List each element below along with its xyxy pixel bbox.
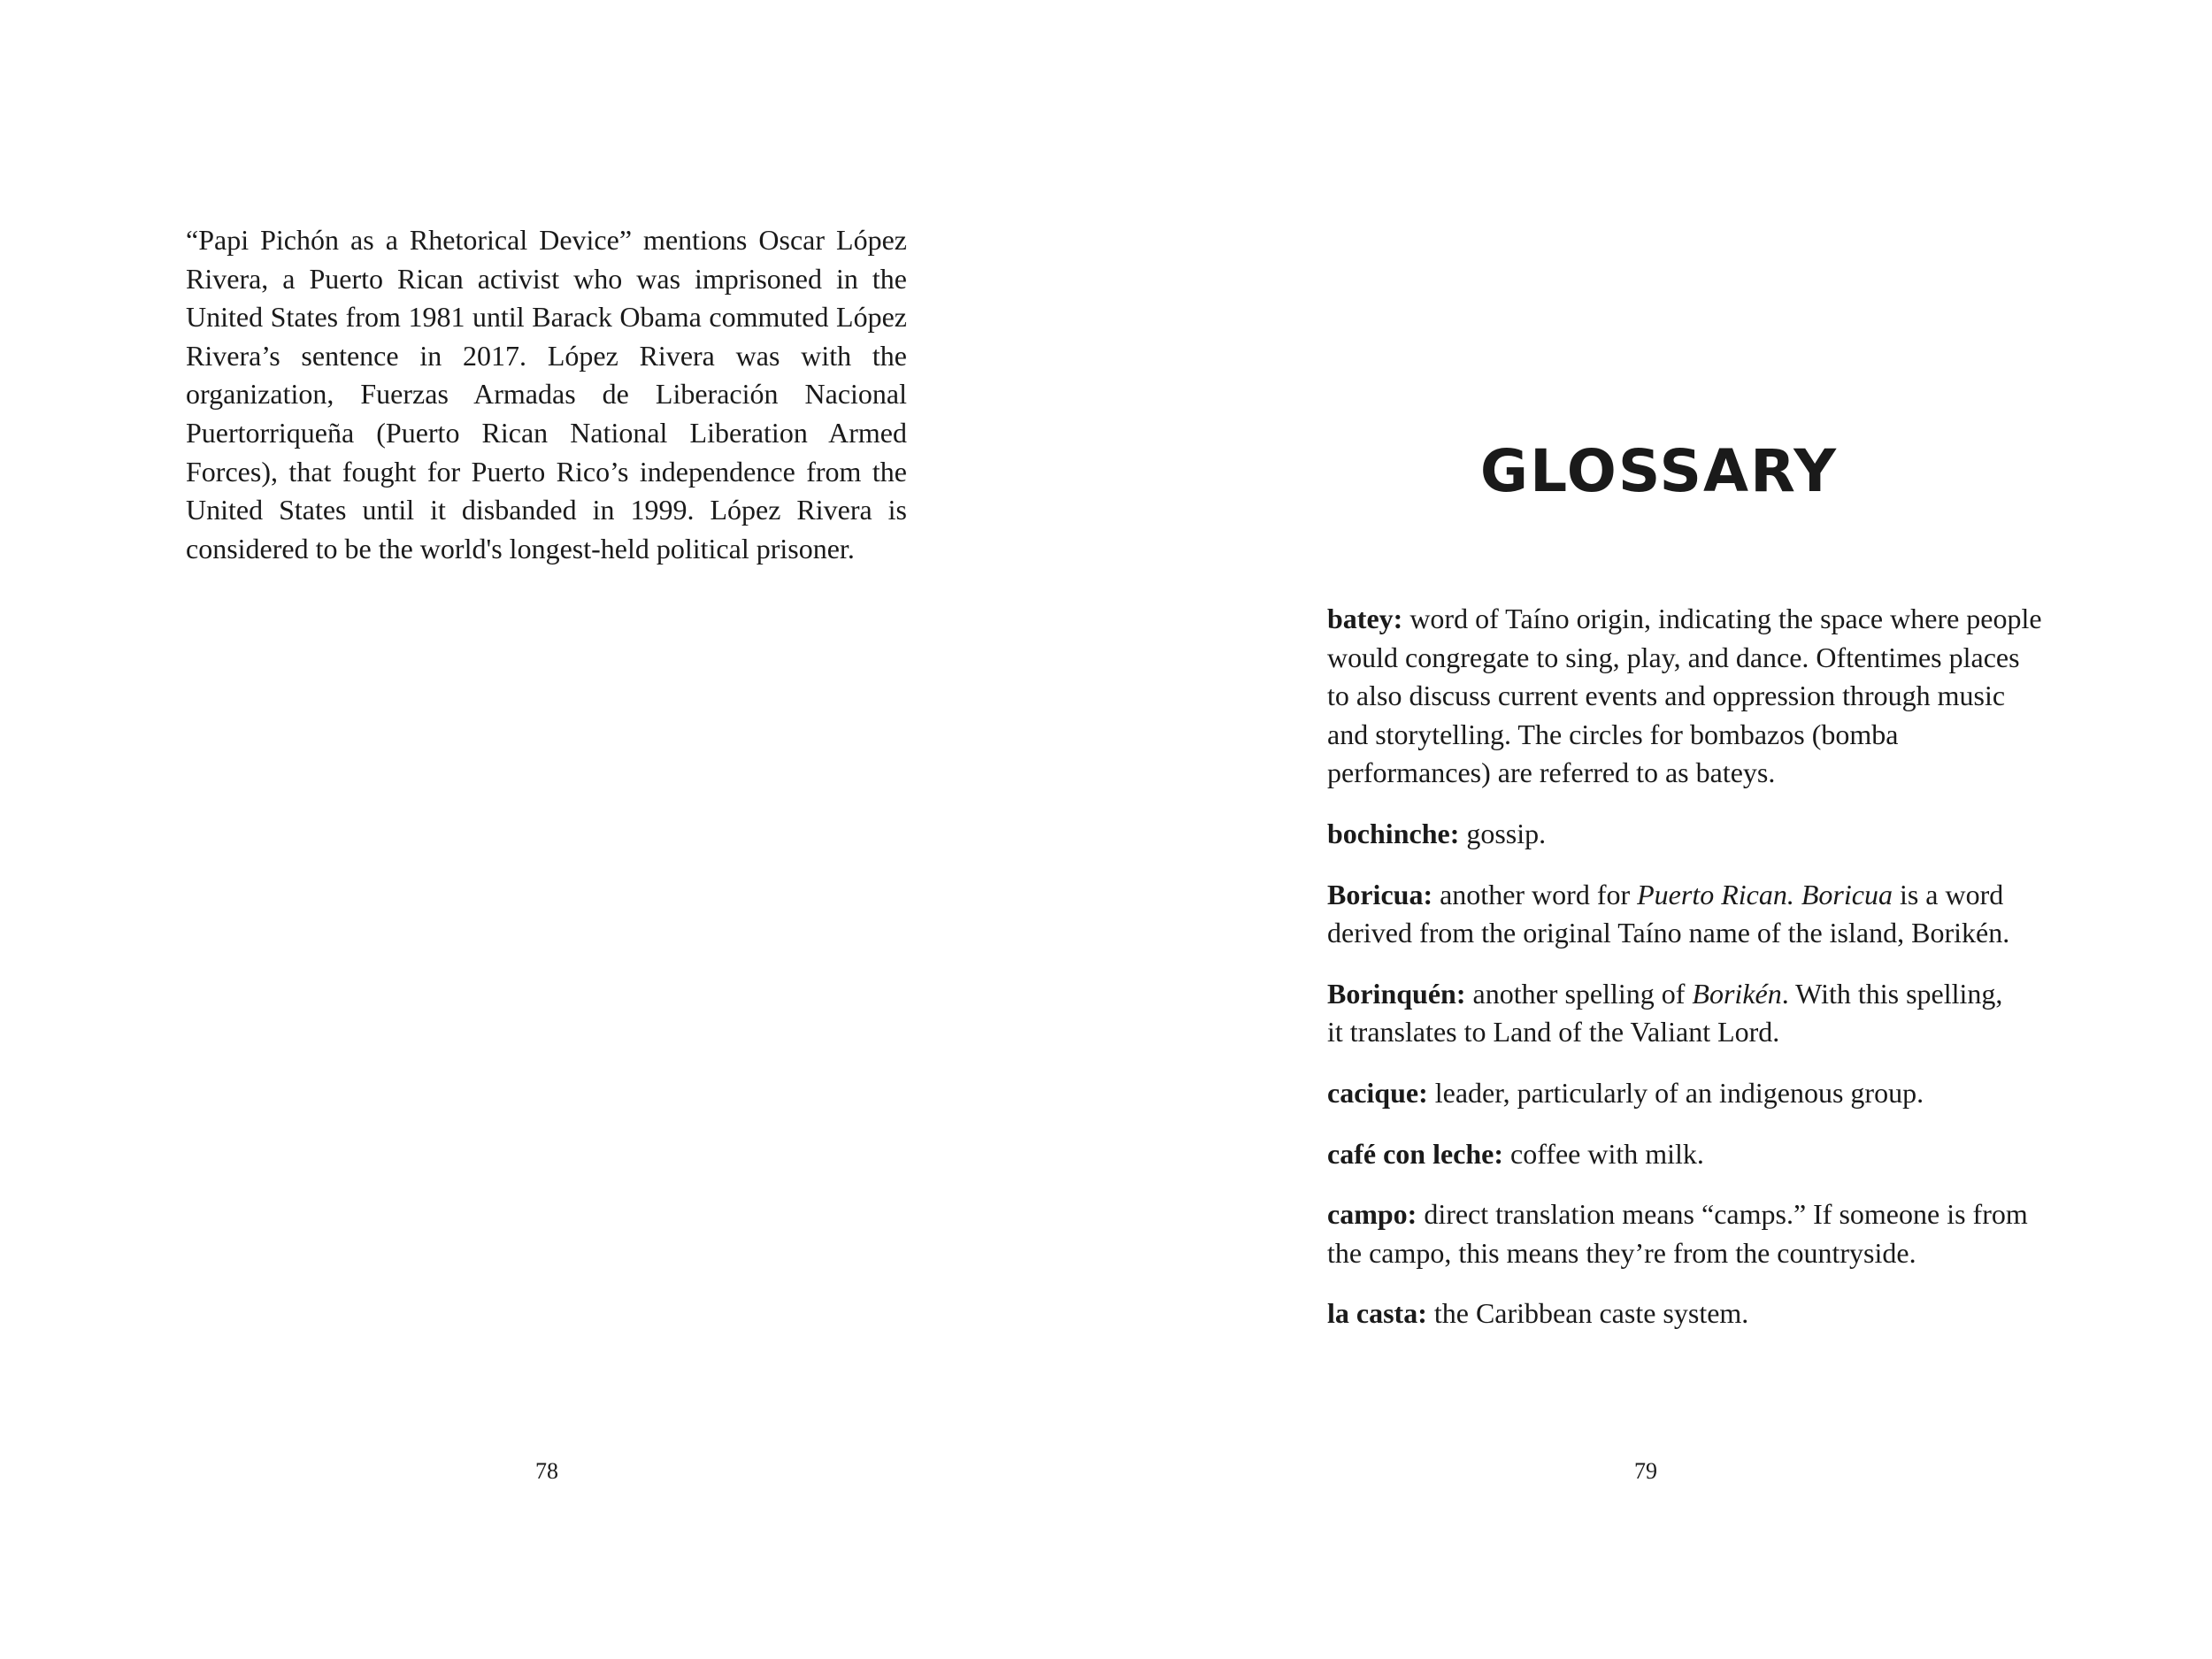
glossary-title: GLOSSARY	[1479, 437, 1839, 505]
glossary-entry-boricua	[1327, 876, 2048, 953]
glossary-entry-la-casta	[1327, 1294, 2048, 1333]
glossary-definition: direct translation means “camps.” If someone is from the campo, this means they’re from the countryside.	[1327, 1198, 2028, 1269]
glossary-definition-part: another word for	[1432, 878, 1638, 910]
glossary-term: Boricua:	[1327, 878, 1433, 910]
page-number-left: 78	[535, 1458, 558, 1484]
glossary-definition-italic: Boricua	[1801, 878, 1893, 910]
glossary-term: cacique:	[1327, 1076, 1428, 1109]
note-paragraph: “Papi Pichón as a Rhetorical Device” mentions Oscar López Rivera, a Puerto Rican activist who was imprisoned in the United States from 1981 until Barack Obama commuted López Rivera’s sentence in 2017. López Rivera was with the organization, Fuerzas Armadas de Liberación Nacional Puertorriqueña (Puerto Rican National Liberation Armed Forces), that fought for Puerto Rico’s independence from the United States until it disbanded in 1999. López Rivera is considered to be the world's longest-held political prisoner.	[186, 224, 907, 565]
glossary-definition: the Caribbean caste system.	[1426, 1297, 1749, 1330]
page-number-right: 79	[1634, 1458, 1657, 1484]
glossary-definition: coffee with milk.	[1503, 1137, 1704, 1170]
glossary-term: café con leche:	[1327, 1137, 1504, 1170]
glossary-entry-cafe-con-leche	[1327, 1135, 2048, 1174]
glossary-term: campo:	[1327, 1198, 1417, 1231]
glossary-entry-borinquen	[1327, 975, 2048, 1052]
glossary-definition-part: is a word derived from the original Taíno name of the island, Borikén.	[1327, 878, 2010, 949]
glossary-definition: gossip.	[1459, 817, 1547, 849]
glossary-definition-italic: Puerto Rican.	[1637, 878, 1794, 910]
glossary-entry-cacique	[1327, 1074, 2048, 1113]
glossary-definition-part: another spelling of	[1465, 977, 1693, 1010]
glossary-term: Borinquén:	[1327, 977, 1466, 1010]
glossary-definition-part	[1794, 879, 1801, 910]
glossary-definition: leader, particularly of an indigenous group.	[1427, 1076, 1924, 1109]
glossary-term: bochinche:	[1327, 817, 1460, 849]
glossary-definition-part: . With this spelling,	[1781, 977, 2003, 1010]
glossary-term: la casta:	[1327, 1297, 1427, 1330]
glossary-definition-italic: Borikén	[1692, 977, 1782, 1010]
glossary-definition-part: it translates to Land of the Valiant Lord.	[1327, 1016, 1780, 1048]
glossary-definition: word of Taíno origin, indicating the space where people would congregate to sing, play, and dance. Oftentimes places to also discuss current events and oppression through music and storytelling. The circles for bombazos (bomba performances) are referred to as bateys.	[1327, 603, 2042, 789]
glossary-entry-bochinche	[1327, 815, 2048, 854]
glossary-list	[1327, 600, 2048, 1356]
glossary-entry-campo	[1327, 1195, 2048, 1272]
glossary-entry-batey	[1327, 600, 2048, 793]
right-page	[1106, 0, 2212, 1659]
glossary-term: batey:	[1327, 603, 1403, 634]
